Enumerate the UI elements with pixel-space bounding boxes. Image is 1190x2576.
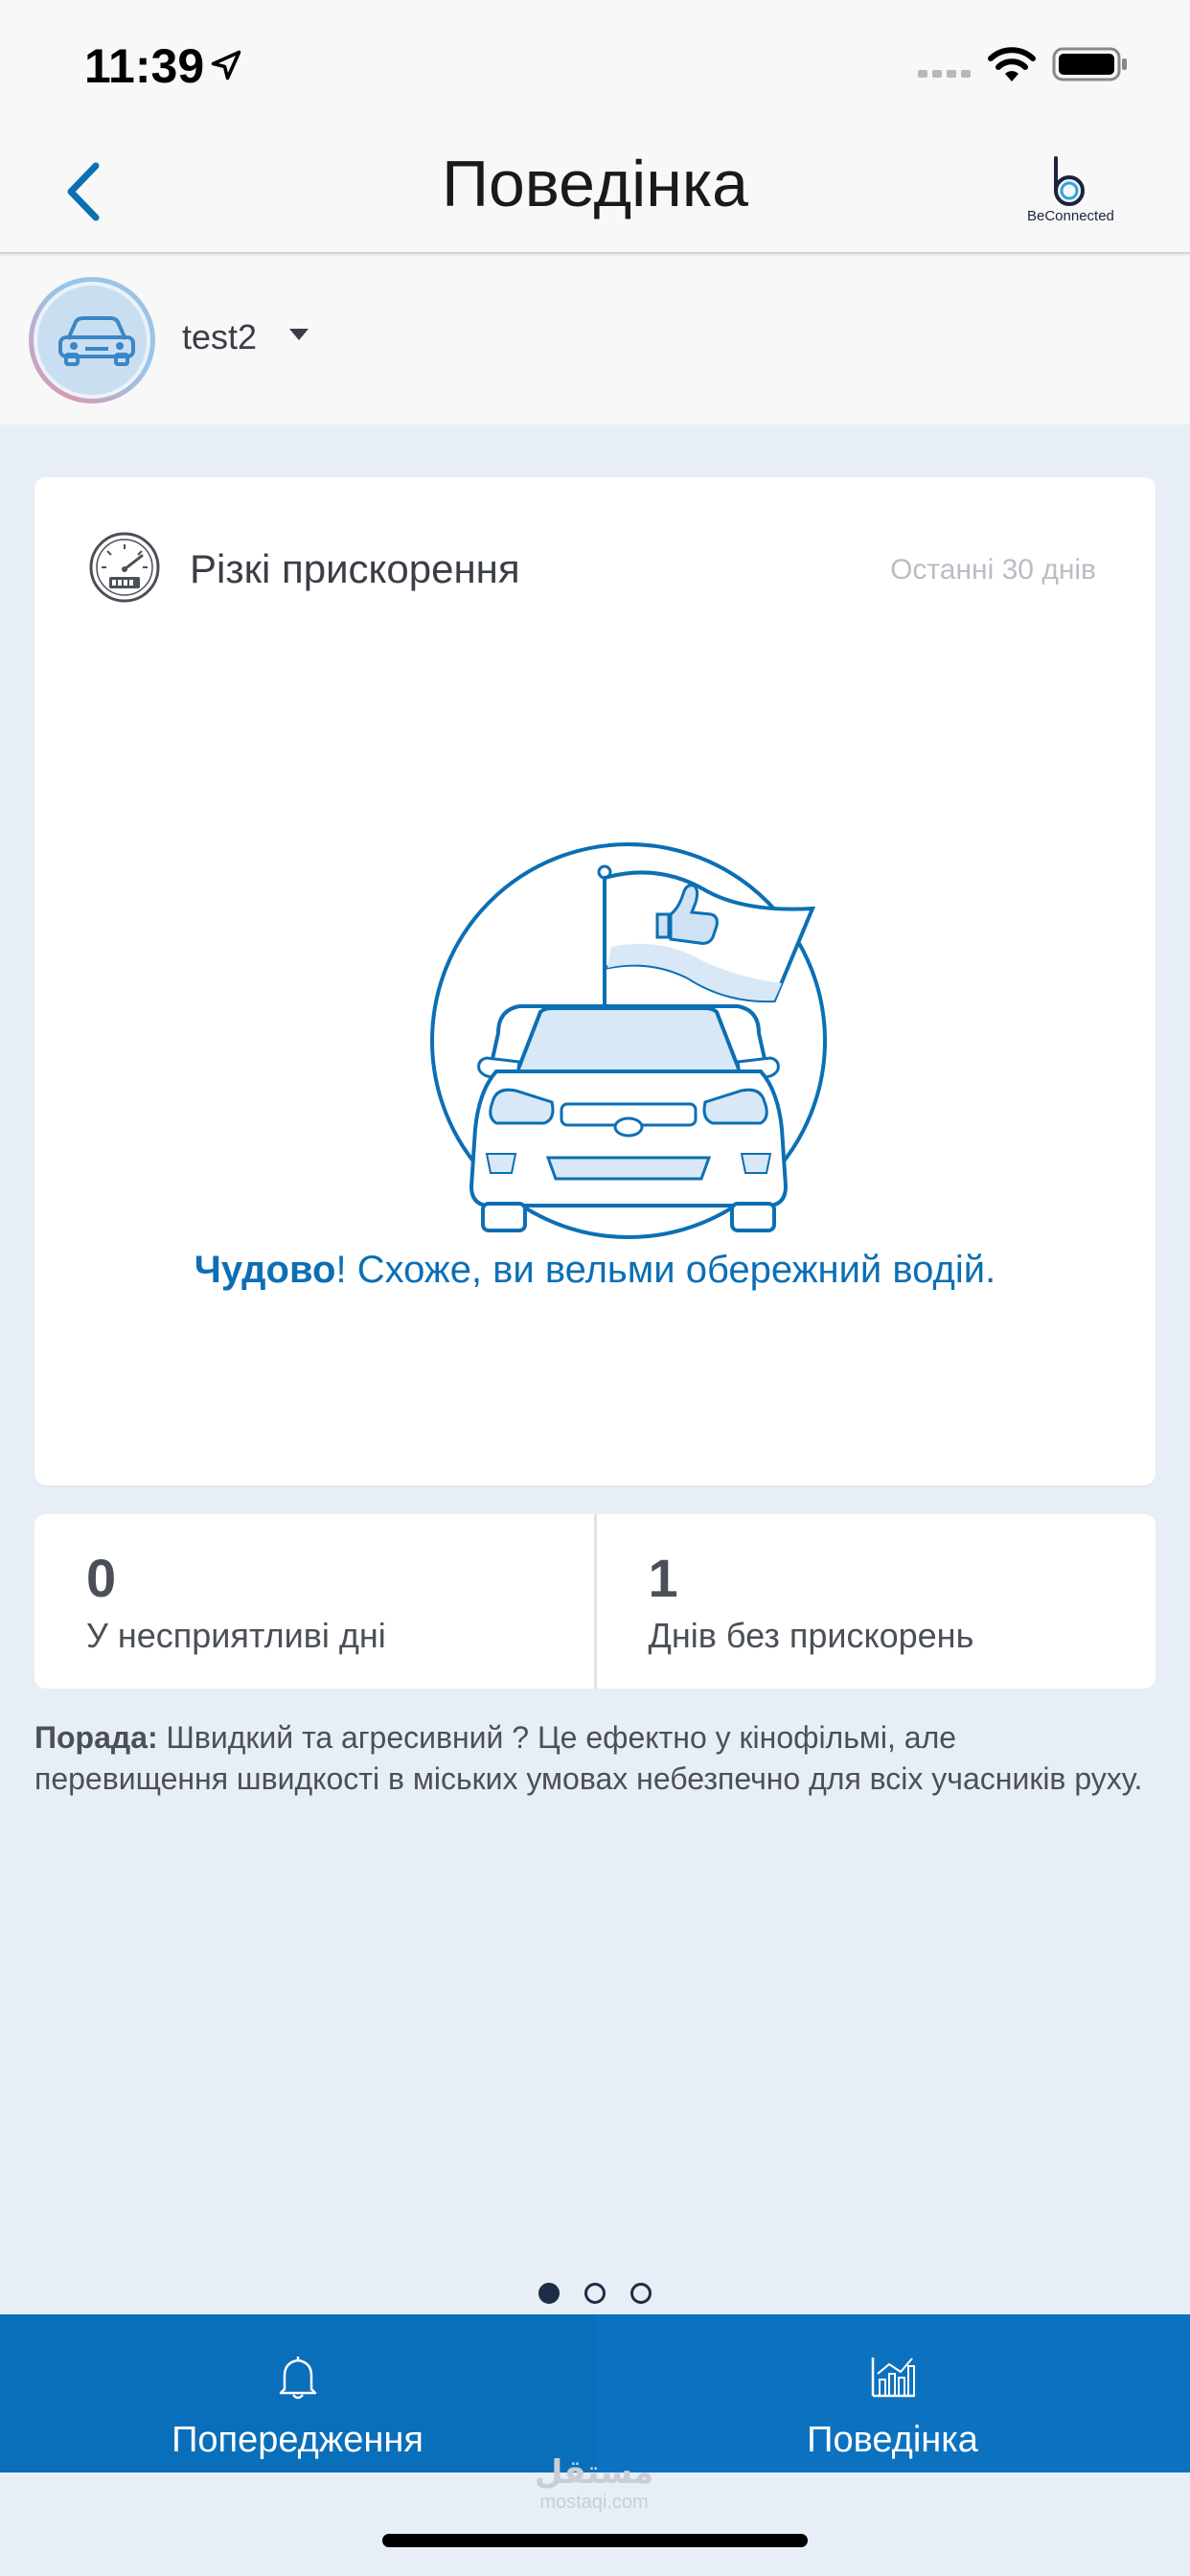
watermark-latin: mostaqi.com: [539, 2492, 649, 2513]
bell-icon: [277, 2355, 319, 2401]
caret-down-icon[interactable]: [287, 327, 310, 342]
location-arrow-icon: [209, 48, 243, 82]
chart-icon: [870, 2355, 916, 2399]
vehicle-selector[interactable]: [0, 256, 1190, 425]
tab-behavior[interactable]: [595, 2314, 1190, 2472]
tab-label: Попередження: [172, 2420, 423, 2460]
status-time: 11:39: [84, 39, 205, 93]
brand-name: BeConnected: [1027, 208, 1114, 224]
tab-warnings[interactable]: [0, 2314, 595, 2472]
tip-text: [34, 1717, 1146, 1800]
stat-label: У несприятливі дні: [86, 1616, 386, 1655]
stat-days-without-acceleration: [594, 1514, 1156, 1689]
status-bar: [0, 0, 1190, 129]
speedometer-icon: [88, 531, 161, 604]
page-dot-1[interactable]: [538, 2283, 560, 2304]
tab-label: Поведінка: [807, 2420, 978, 2460]
stat-value: 1: [648, 1548, 678, 1608]
page-dot-3[interactable]: [630, 2283, 652, 2304]
nav-header: [0, 129, 1190, 254]
tip-body: Швидкий та агресивний ? Це ефектно у кінофільмі, але перевищення швидкості в міських умовах небезпечно для всіх учасників руху.: [34, 1720, 1143, 1796]
vehicle-name[interactable]: test2: [182, 317, 258, 356]
page-dot-2[interactable]: [584, 2283, 606, 2304]
home-indicator[interactable]: [382, 2534, 808, 2547]
tip-label: Порада:: [34, 1720, 158, 1755]
watermark-arabic: مستقل: [534, 2453, 654, 2492]
stats-row: [34, 1514, 1156, 1689]
vehicle-avatar[interactable]: [29, 277, 155, 403]
car-flag-thumbs-up-illustration: [391, 841, 832, 1263]
wifi-icon: [987, 45, 1037, 83]
signal-icon: [918, 67, 972, 80]
stat-label: Днів без прискорень: [648, 1616, 974, 1655]
period-label: Останні 30 днів: [890, 554, 1096, 586]
acceleration-card: [34, 477, 1156, 1485]
stat-adverse-days: [34, 1514, 594, 1689]
battery-icon: [1052, 46, 1129, 82]
result-message: [34, 1249, 1156, 1292]
result-message-text: ! Схоже, ви вельми обережний водій.: [335, 1249, 996, 1291]
page-title: Поведінка: [442, 148, 748, 220]
result-message-bold: Чудово: [194, 1249, 336, 1291]
page-indicator: [537, 2283, 661, 2308]
car-icon: [55, 314, 139, 368]
card-title: Різкі прискорення: [190, 546, 520, 591]
stat-value: 0: [86, 1548, 117, 1608]
tab-bar: [0, 2314, 1190, 2472]
